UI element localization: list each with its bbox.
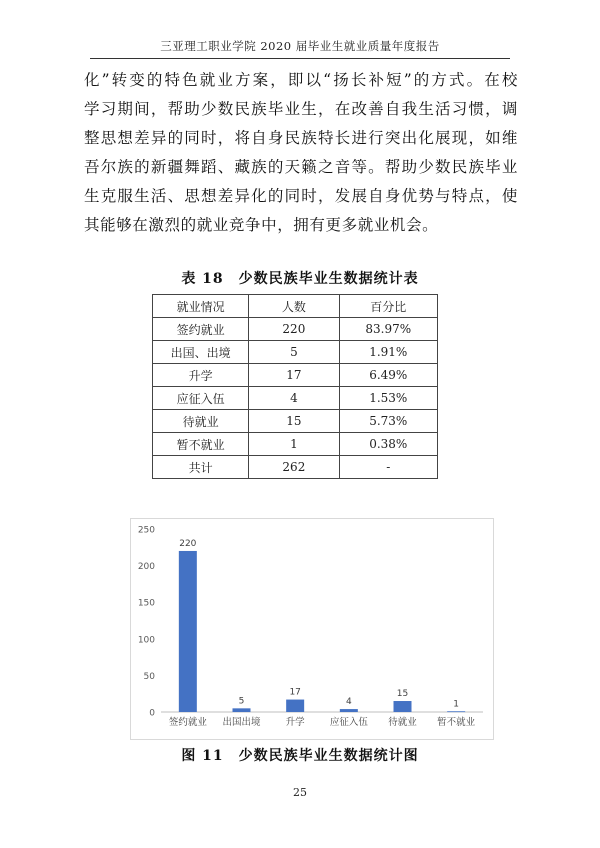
table-header-cell: 就业情况 (153, 295, 249, 318)
table-cell: 5 (249, 341, 339, 364)
bar (340, 709, 358, 712)
table-cell: 升学 (153, 364, 249, 387)
table-cell: 15 (249, 410, 339, 433)
y-tick-label: 250 (137, 525, 155, 536)
table-header-row (153, 295, 438, 318)
paragraph-line: 学习期间，帮助少数民族毕业生，在改善自我生活习惯，调 (84, 100, 518, 118)
table-row (153, 341, 438, 364)
table-header-cell: 人数 (249, 295, 339, 318)
table-header-cell: 百分比 (339, 295, 437, 318)
data-label: 5 (238, 696, 245, 707)
bar (179, 551, 197, 712)
data-label: 17 (289, 687, 301, 698)
bar (447, 711, 465, 712)
data-label: 15 (396, 689, 409, 700)
figure-caption: 图 11 少数民族毕业生数据统计图 (181, 748, 419, 764)
table-total-row (153, 456, 438, 479)
table-cell: - (339, 456, 437, 479)
bar (286, 700, 304, 712)
table-cell: 1 (249, 433, 339, 456)
x-tick-label: 待就业 (388, 717, 417, 728)
table-row (153, 410, 438, 433)
table-cell: 4 (249, 387, 339, 410)
y-tick-label: 50 (143, 671, 155, 682)
bar-chart-canvas (131, 519, 493, 739)
y-tick-label: 100 (137, 635, 155, 646)
table-cell: 共计 (153, 456, 249, 479)
table-row (153, 387, 438, 410)
y-tick-label: 200 (137, 562, 155, 573)
table-cell: 待就业 (153, 410, 249, 433)
table-cell: 0.38% (339, 433, 437, 456)
x-tick-label: 暂不就业 (437, 717, 476, 728)
x-tick-label: 签约就业 (168, 717, 207, 728)
y-tick-label: 150 (137, 598, 155, 609)
table-cell: 应征入伍 (153, 387, 249, 410)
table-cell: 暂不就业 (153, 433, 249, 456)
data-label: 220 (179, 538, 197, 549)
paragraph-line: 化”转变的特色就业方案，即以“扬长补短”的方式。在校 (84, 71, 518, 89)
statistics-table (152, 294, 438, 479)
bar (233, 708, 251, 712)
x-tick-label: 出国出境 (222, 717, 261, 728)
page-number: 25 (293, 786, 307, 799)
paragraph-line: 生克服生活、思想差异化的同时，发展自身优势与特点，使 (84, 187, 518, 205)
y-tick-label: 0 (149, 708, 155, 719)
table-row (153, 364, 438, 387)
table-row (153, 318, 438, 341)
table-caption: 表 18 少数民族毕业生数据统计表 (181, 271, 419, 287)
table-cell: 220 (249, 318, 339, 341)
table-cell: 签约就业 (153, 318, 249, 341)
paragraph-line: 整思想差异的同时，将自身民族特长进行突出化展现，如维 (84, 129, 518, 147)
table-cell: 6.49% (339, 364, 437, 387)
body-paragraph (84, 66, 518, 240)
paragraph-line: 吾尔族的新疆舞蹈、藏族的天籁之音等。帮助少数民族毕业 (84, 158, 518, 176)
bar (394, 701, 412, 712)
data-label: 1 (453, 699, 460, 710)
table-cell: 1.91% (339, 341, 437, 364)
table-cell: 17 (249, 364, 339, 387)
paragraph-line: 其能够在激烈的就业竞争中，拥有更多就业机会。 (84, 216, 439, 234)
table-cell: 出国、出境 (153, 341, 249, 364)
x-tick-label: 升学 (285, 717, 305, 728)
x-tick-label: 应征入伍 (329, 717, 368, 728)
table-cell: 1.53% (339, 387, 437, 410)
page-header: 三亚理工职业学院 2020 届毕业生就业质量年度报告 (160, 39, 440, 53)
table-cell: 83.97% (339, 318, 437, 341)
header-rule (90, 58, 510, 59)
bar-chart (130, 518, 494, 740)
table-row (153, 433, 438, 456)
data-label: 4 (345, 697, 352, 708)
table-cell: 5.73% (339, 410, 437, 433)
table-cell: 262 (249, 456, 339, 479)
